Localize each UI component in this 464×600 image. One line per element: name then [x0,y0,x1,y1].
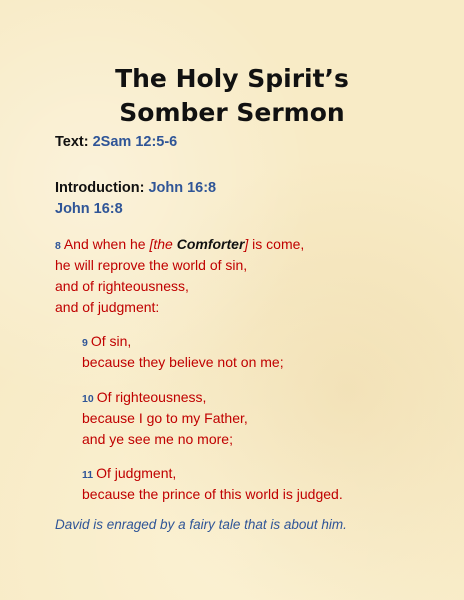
verse-11-text: Of judgment, [96,465,177,481]
verse-8-text-pre: And when he [63,236,150,252]
verse-10-line-2: because I go to my Father, [82,410,248,426]
introduction-ref: John 16:8 [148,180,217,196]
verse-8-text-post: is come, [248,236,305,252]
title-line-1: The Holy Spirit’s [115,64,349,93]
verse-11-number: 11 [82,469,94,481]
bracket-open: [the [149,236,177,252]
verse-9-text: Of sin, [90,333,132,349]
verse-10-line-3: and ye see me no more; [82,431,233,447]
verse-8-number: 8 [55,240,61,252]
title-line-2: Somber Sermon [119,98,345,127]
verse-9-line-1 [82,333,131,349]
verse-11-line-2: because the prince of this world is judged. [82,486,343,502]
text-reference [55,134,177,150]
verse-8-line-1 [55,236,304,252]
verse-10-number: 10 [82,393,94,405]
verse-8-line-4: and of judgment: [55,299,160,315]
comforter-bracket [149,236,248,252]
introduction-label: Introduction: [55,180,145,196]
verse-9-line-2: because they believe not on me; [82,354,284,370]
introduction-subheading: John 16:8 [55,201,123,217]
comforter-word: Comforter [176,236,245,252]
bracket-close: ] [244,236,249,252]
introduction-heading [55,180,216,196]
verse-8-line-2: he will reprove the world of sin, [55,257,248,273]
verse-10-text: Of righteousness, [96,389,207,405]
verse-8-line-3: and of righteousness, [55,278,189,294]
verse-9-number: 9 [82,337,88,349]
text-scripture-ref: 2Sam 12:5-6 [92,134,178,150]
text-label: Text: [55,134,89,150]
closing-note: David is enraged by a fairy tale that is about him. [55,517,347,532]
verse-11-line-1 [82,465,176,481]
verse-10-line-1 [82,389,206,405]
page-title [0,62,464,130]
